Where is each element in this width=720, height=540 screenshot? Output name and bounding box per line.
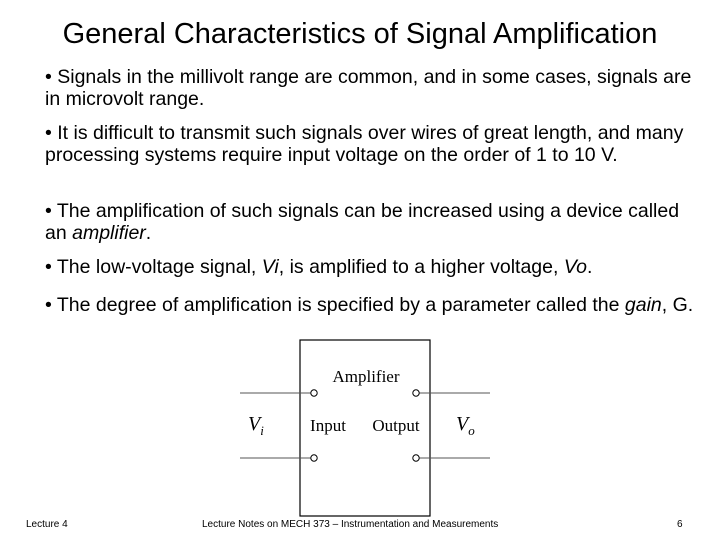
term-vi: Vi (261, 256, 279, 278)
bullet-text: • The amplification of such signals can be increased using a device called an (45, 200, 680, 244)
vo-label: $V_o$ (456, 413, 475, 438)
input-label: Input (310, 416, 346, 435)
bullet-text: . (145, 222, 152, 244)
bullet-vi-vo (45, 256, 592, 278)
amplifier-label: Amplifier (332, 367, 400, 386)
output-label: Output (372, 416, 420, 435)
input-terminal-bottom (311, 455, 317, 461)
bullet-transmit-difficulty: • It is difficult to transmit such signals over wires of great length, and many processing systems require input voltage on the order of 1 to 10 V. (45, 122, 684, 166)
slide-title: General Characteristics of Signal Amplification (62, 18, 658, 50)
bullet-gain (45, 294, 693, 316)
bullet-text: , G. (661, 294, 694, 316)
bullet-text: , is amplified to a higher voltage, (278, 256, 564, 278)
term-vo: Vo (563, 256, 587, 278)
bullet-text: • The degree of amplification is specified by a parameter called the (45, 294, 625, 316)
bullet-amplifier-device (45, 200, 705, 244)
output-terminal-bottom (413, 455, 419, 461)
amplifier-diagram (240, 338, 490, 518)
term-amplifier: amplifier (72, 222, 146, 244)
vi-label: $V_i$ (248, 413, 264, 438)
input-terminal-top (311, 390, 317, 396)
footer-course: Lecture Notes on MECH 373 – Instrumentation and Measurements (202, 519, 499, 530)
term-gain: gain (624, 294, 662, 316)
footer-lecture: Lecture 4 (26, 519, 68, 530)
page-number: 6 (677, 519, 683, 530)
output-terminal-top (413, 390, 419, 396)
bullet-millivolt-range: • Signals in the millivolt range are common, and in some cases, signals are in microvolt range. (45, 66, 692, 110)
bullet-text: . (586, 256, 593, 278)
bullet-text: • The low-voltage signal, (45, 256, 262, 278)
